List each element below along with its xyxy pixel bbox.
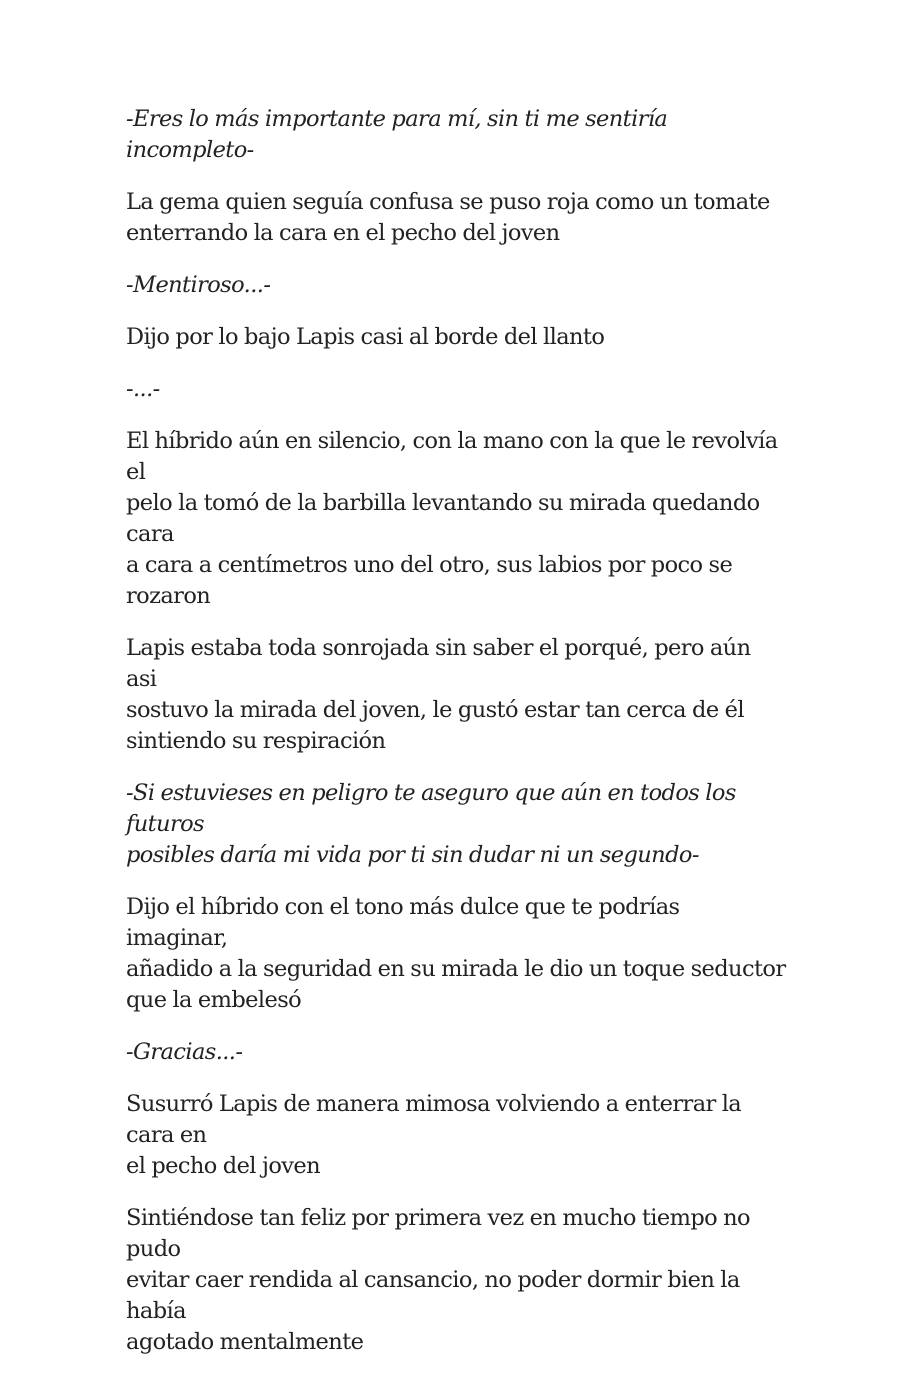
dialogue-line: -Eres lo más importante para mí, sin ti me sentiría incompleto-: [126, 106, 668, 163]
dialogue-line: -Gracias...-: [126, 1039, 243, 1065]
narrative-paragraph: Susurró Lapis de manera mimosa volviendo a enterrar la cara en el pecho del joven: [126, 1091, 742, 1179]
narrative-paragraph: Sintiéndose tan feliz por primera vez en mucho tiempo no pudo evitar caer rendida al cansancio, no poder dormir bien la había agotado mentalmente: [126, 1205, 750, 1355]
dialogue-line: -Si estuvieses en peligro te aseguro que aún en todos los futuros posibles daría mi vida por ti sin dudar ni un segundo-: [126, 780, 736, 868]
dialogue-line: -...-: [126, 376, 160, 402]
page-body: [126, 104, 786, 1379]
dialogue-line: -Mentiroso...-: [126, 272, 271, 298]
narrative-paragraph: La gema quien seguía confusa se puso roja como un tomate enterrando la cara en el pecho del joven: [126, 189, 770, 246]
narrative-paragraph: El híbrido aún en silencio, con la mano con la que le revolvía el pelo la tomó de la barbilla levantando su mirada quedando cara a cara a centímetros uno del otro, sus labios por poco se rozaron: [126, 428, 778, 609]
narrative-paragraph: Dijo el híbrido con el tono más dulce que te podrías imaginar, añadido a la seguridad en su mirada le dio un toque seductor que la embelesó: [126, 894, 786, 1013]
narrative-paragraph: Lapis estaba toda sonrojada sin saber el porqué, pero aún asi sostuvo la mirada del joven, le gustó estar tan cerca de él sintiendo su respiración: [126, 635, 751, 754]
narrative-paragraph: Dijo por lo bajo Lapis casi al borde del llanto: [126, 324, 605, 350]
